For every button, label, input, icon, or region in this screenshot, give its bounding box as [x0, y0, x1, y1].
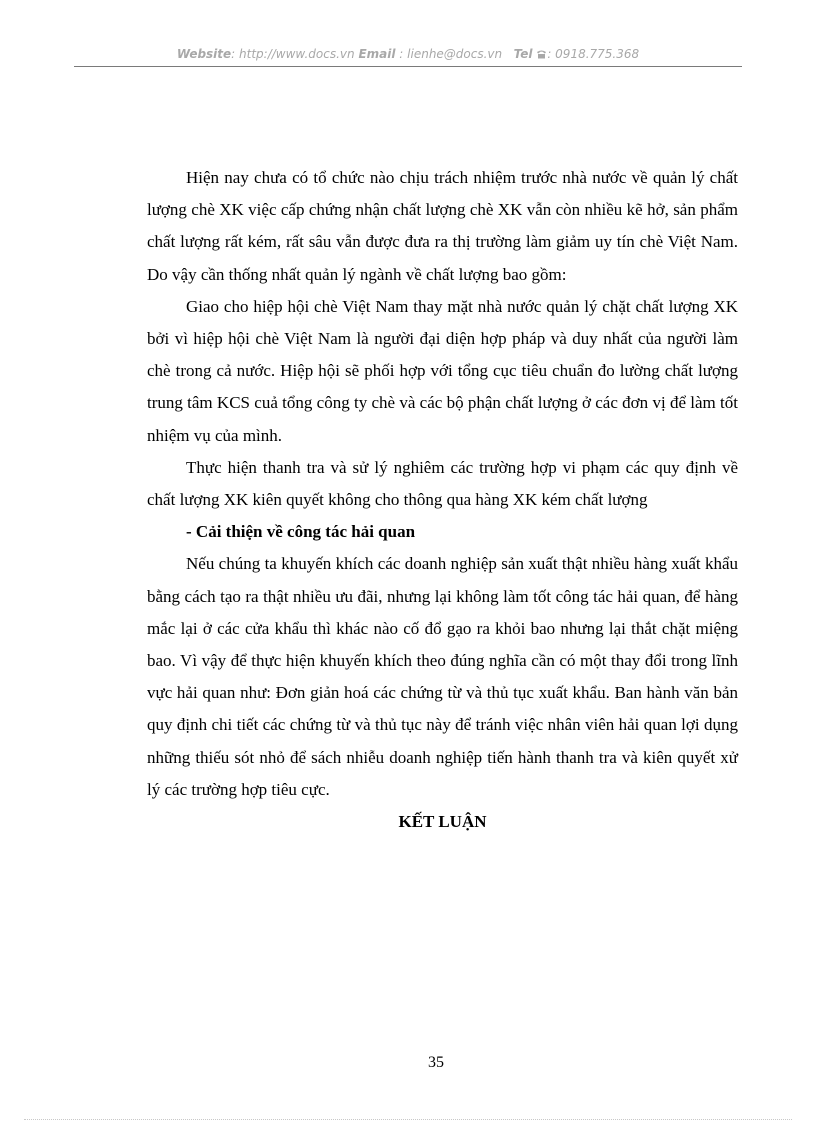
section-heading: - Cải thiện về công tác hải quan: [186, 522, 416, 542]
phone-icon: [536, 47, 547, 61]
paragraph-2: Giao cho hiệp hội chè Việt Nam thay mặt nhà nước quản lý chặt chất lượng XK bởi vì hiệp hội chè Việt Nam là người đại diện hợp pháp và duy nhất của người làm chè trong cả nước. Hiệp hội sẽ phối hợp với tổng cục tiêu chuẩn đo lường chất lượng trung tâm KCS cuả tổng công ty chè và các bộ phận chất lượng ở các đơn vị để làm tốt nhiệm vụ của mình.: [147, 296, 738, 445]
header-divider: [74, 66, 742, 67]
website-value: : http://www.docs.vn: [231, 47, 355, 61]
paragraph-4: Nếu chúng ta khuyến khích các doanh nghiệp sản xuất thật nhiều hàng xuất khẩu bằng cách tạo ra thật nhiều ưu đãi, nhưng lại không làm tốt công tác hải quan, để hàng mắc lại ở các cửa khẩu thì khác nào cố đổ gạo ra khỏi bao nhưng lại thắt chặt miệng bao. Vì vậy để thực hiện khuyến khích theo đúng nghĩa cần có một thay đổi trong lĩnh vực hải quan như: Đơn giản hoá các chứng từ và thủ tục xuất khẩu. Ban hành văn bản quy định chi tiết các chứng từ và thủ tục này để tránh việc nhân viên hải quan lợi dụng những thiếu sót nhỏ để sách nhiễu doanh nghiệp tiến hành thanh tra và kiên quyết xử lý các trường hợp tiêu cực.: [147, 554, 738, 799]
paragraph-3: Thực hiện thanh tra và sử lý nghiêm các trường hợp vi phạm các quy định về chất lượng XK kiên quyết không cho thông qua hàng XK kém chất lượng: [147, 457, 738, 510]
page-number: 35: [428, 1054, 444, 1071]
email-label: Email: [358, 47, 396, 61]
footer-divider: [24, 1119, 792, 1120]
document-body: [147, 162, 738, 838]
website-label: Website: [176, 47, 232, 61]
conclusion-title: KẾT LUẬN: [398, 812, 487, 832]
tel-value: : 0918.775.368: [547, 47, 640, 61]
page-header: [74, 44, 742, 68]
email-value: : lienhe@docs.vn: [395, 47, 503, 61]
tel-label: Tel: [513, 47, 533, 61]
paragraph-1: Hiện nay chưa có tổ chức nào chịu trách nhiệm trước nhà nước về quản lý chất lượng chè XK việc cấp chứng nhận chất lượng chè XK vẫn còn nhiều kẽ hở, sản phẩm chất lượng rất kém, rất sâu vẫn được đưa ra thị trường làm giảm uy tín chè Việt Nam. Do vậy cần thống nhất quản lý ngành về chất lượng bao gồm:: [147, 168, 738, 284]
